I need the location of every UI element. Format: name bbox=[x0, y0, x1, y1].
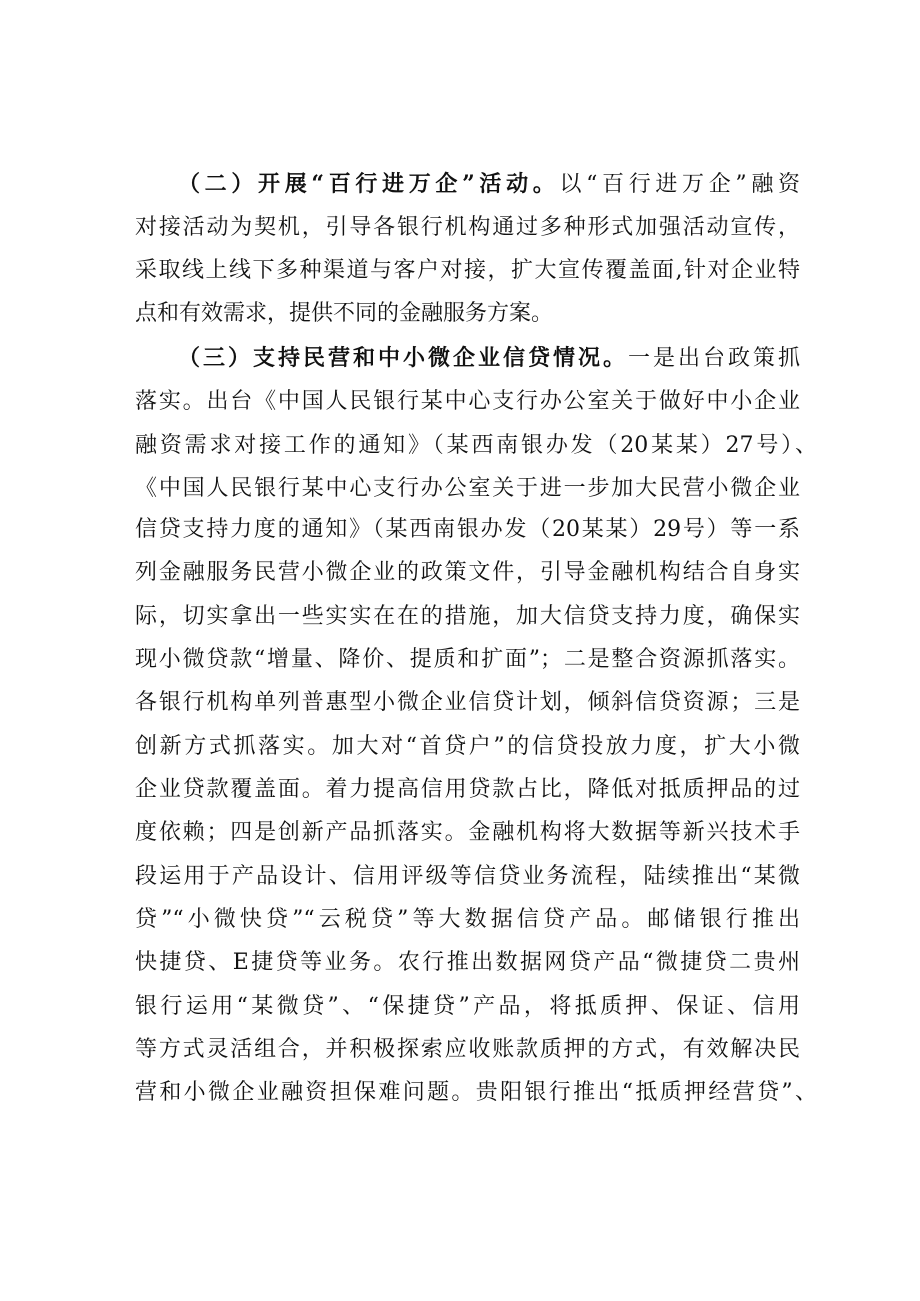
paragraph-line: 《中国人民银行某中心支行办公室关于进一步加大民营小微企业 bbox=[135, 476, 800, 501]
section-heading: （二）开展“百行进万企”活动。 bbox=[178, 171, 560, 197]
paragraph-line: 等方式灵活组合，并积极探索应收账款质押的方式，有效解决民 bbox=[135, 1037, 800, 1062]
paragraph-line: 对接活动为契机，引导各银行机构通过多种形式加强活动宣传， bbox=[135, 215, 800, 240]
paragraph-line: 现小微贷款“增量、降价、提质和扩面”；二是整合资源抓落实。 bbox=[135, 647, 800, 672]
paragraph-line: 列金融服务民营小微企业的政策文件，引导金融机构结合自身实 bbox=[135, 560, 800, 585]
paragraph-line: 采取线上线下多种渠道与客户对接，扩大宣传覆盖面,针对企业特 bbox=[135, 258, 800, 283]
paragraph-line: 企业贷款覆盖面。着力提高信用贷款占比，降低对抵质押品的过 bbox=[135, 777, 800, 802]
paragraph-line bbox=[178, 343, 800, 373]
paragraph-text: 以“百行进万企”融资 bbox=[559, 172, 801, 197]
paragraph-line: 段运用于产品设计、信用评级等信贷业务流程，陆续推出“某微 bbox=[135, 864, 800, 889]
paragraph-line: 各银行机构单列普惠型小微企业信贷计划，倾斜信贷资源；三是 bbox=[135, 690, 800, 715]
paragraph-line: 信贷支持力度的通知》（某西南银办发（20某某）29号）等一系 bbox=[135, 517, 800, 542]
paragraph-line: 贷”“小微快贷”“云税贷”等大数据信贷产品。邮储银行推出 bbox=[135, 907, 800, 932]
paragraph-line: 快捷贷、E捷贷等业务。农行推出数据网贷产品“微捷贷二贵州 bbox=[135, 950, 800, 975]
paragraph-line: 点和有效需求，提供不同的金融服务方案。 bbox=[135, 301, 554, 326]
paragraph-line: 融资需求对接工作的通知》（某西南银办发（20某某）27号）、 bbox=[135, 433, 817, 458]
paragraph-line: 落实。出台《中国人民银行某中心支行办公室关于做好中小企业 bbox=[135, 389, 800, 414]
paragraph-line: 营和小微企业融资担保难问题。贵阳银行推出“抵质押经营贷”、 bbox=[135, 1080, 817, 1105]
paragraph-line: 银行运用“某微贷”、“保捷贷”产品，将抵质押、保证、信用 bbox=[135, 994, 800, 1019]
paragraph-line: 际，切实拿出一些实实在在的措施，加大信贷支持力度，确保实 bbox=[135, 604, 800, 629]
section-heading: （三）支持民营和中小微企业信贷情况。 bbox=[178, 345, 628, 371]
paragraph-line bbox=[178, 169, 800, 199]
paragraph-line: 度依赖；四是创新产品抓落实。金融机构将大数据等新兴技术手 bbox=[135, 820, 800, 845]
paragraph-text: 一是出台政策抓 bbox=[627, 346, 800, 371]
paragraph-line: 创新方式抓落实。加大对“首贷户”的信贷投放力度，扩大小微 bbox=[135, 734, 800, 759]
